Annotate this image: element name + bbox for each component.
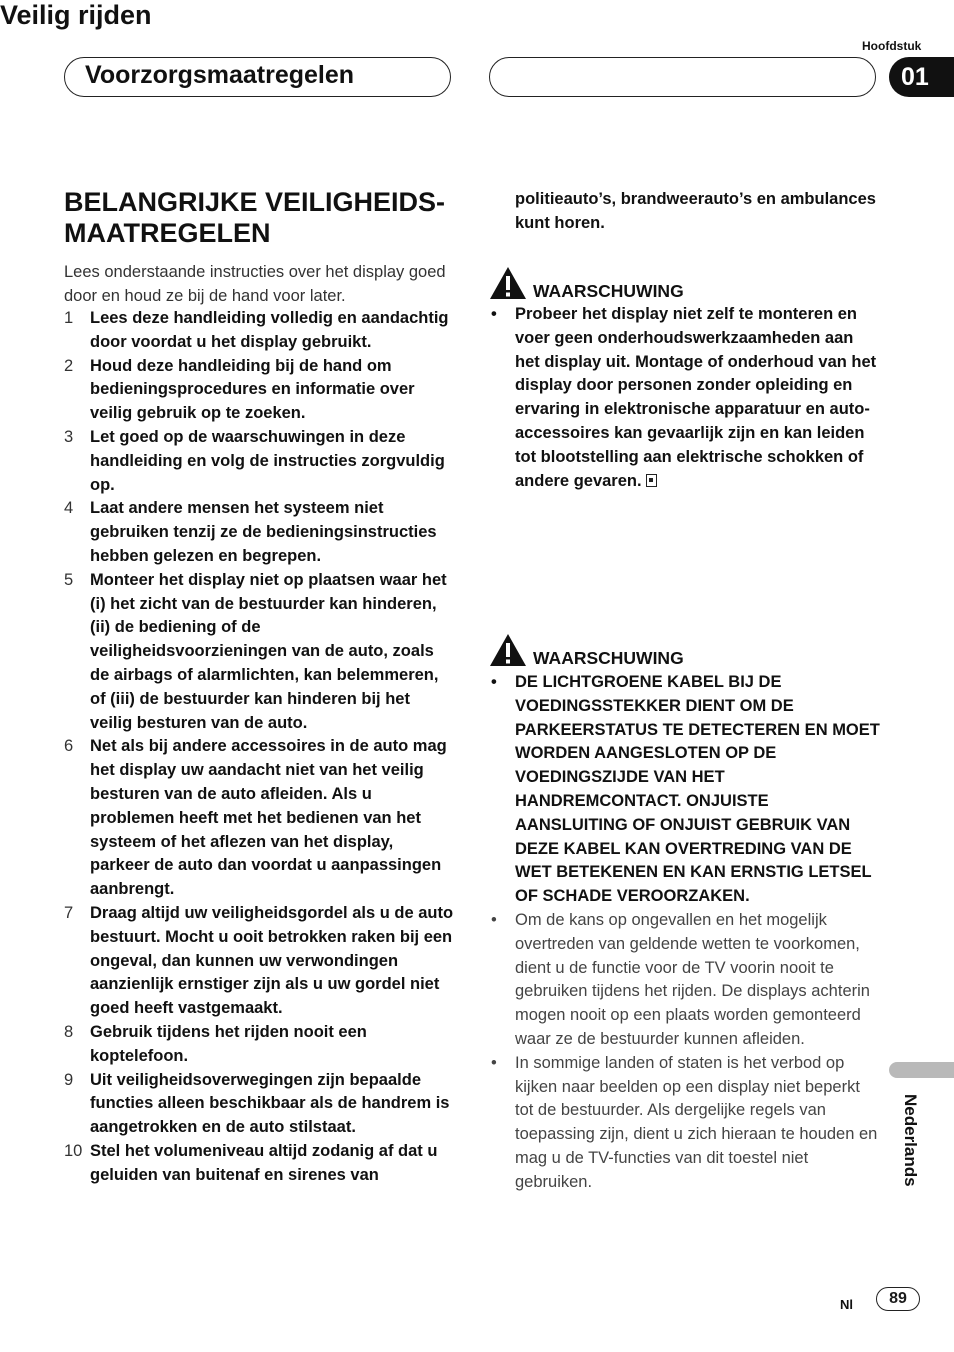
list-item xyxy=(64,355,456,426)
item-text: Monteer het display niet op plaatsen waar het (i) het zicht van de bestuurder kan hinderen, (ii) de bediening of de veiligheidsvoorzieningen van de auto, zoals de airbags of alarmlichten, kan belemmeren, of (iii) de bestuurder kan hinderen bij het veilig besturen van de auto. xyxy=(90,570,447,732)
item-text: Gebruik tijdens het rijden nooit een koptelefoon. xyxy=(90,1022,367,1065)
item-number: 4 xyxy=(64,499,74,518)
safety-intro: Lees onderstaande instructies over het display goed door en houd ze bij de hand voor later. xyxy=(64,263,446,305)
warning-label: WAARSCHUWING xyxy=(533,648,684,668)
warning-label: WAARSCHUWING xyxy=(533,281,684,301)
list-item xyxy=(64,1069,456,1140)
safety-heading-text: BELANGRIJKE VEILIGHEIDS-MAATREGELEN xyxy=(64,187,446,248)
warning-header xyxy=(489,633,684,667)
list-item xyxy=(64,1021,456,1069)
language-tab xyxy=(889,1062,954,1078)
item-text: Laat andere mensen het systeem niet gebruiken tenzij ze de bedieningsinstructies hebben gelezen en begrepen. xyxy=(90,499,437,565)
warning-list xyxy=(489,303,881,493)
list-item xyxy=(489,671,881,909)
bullet-text: DE LICHTGROENE KABEL BIJ DE VOEDINGSSTEKKER DIENT OM DE PARKEERSTATUS TE DETECTEREN EN MOET WORDEN AANGESLOTEN OP DE VOEDINGSZIJDE VAN HET HANDREMCONTACT. ONJUISTE AANSLUITING OF ONJUIST GEBRUIK VAN DEZE KABEL KAN OVERTREDING VAN DE WET BETEKENEN EN KAN ERNSTIG LETSEL OF SCHADE VEROORZAKEN. xyxy=(515,673,880,906)
safety-list xyxy=(64,307,456,1187)
footer-language-code: Nl xyxy=(840,1297,853,1312)
section-title: Voorzorgsmaatregelen xyxy=(85,61,355,89)
item-number: 8 xyxy=(64,1022,74,1041)
item-text: Lees deze handleiding volledig en aandachtig door voordat u het display gebruikt. xyxy=(90,309,449,351)
item-number: 6 xyxy=(64,737,74,756)
driving-heading: Veilig rijden xyxy=(0,0,152,30)
list-item xyxy=(64,569,456,736)
bullet-text: Om de kans op ongevallen en het mogelijk overtreden van geldende wetten te voorkomen, dient u de functie voor de TV voorin nooit te gebruiken tijdens het rijden. De displays achterin mogen nooit op een plaats worden gemonteerd waar ze de bestuurder kunnen afleiden. xyxy=(515,910,870,1048)
item-text: Houd deze handleiding bij de hand om bedieningsprocedures en informatie over veilig gebruik op te zoeken. xyxy=(90,356,415,423)
item-10-continued: politieauto’s, brandweerauto’s en ambulances kunt horen. xyxy=(515,190,876,232)
list-item xyxy=(64,1140,456,1188)
warning-triangle-icon xyxy=(489,266,527,300)
chapter-label: Hoofdstuk xyxy=(862,39,922,53)
item-number: 1 xyxy=(64,309,74,327)
language-label: Nederlands xyxy=(901,1094,920,1187)
list-item xyxy=(64,307,456,355)
item-number: 2 xyxy=(64,356,74,375)
warning-header xyxy=(489,266,684,300)
item-text: Draag altijd uw veiligheidsgordel als u de auto bestuurt. Mocht u ooit betrokken raken bij een ongeval, dan kunnen uw verwondingen aanzienlijk ernstiger zijn als u uw gordel niet goed heeft vastgemaakt. xyxy=(90,903,454,1018)
header-blank-pill xyxy=(489,57,876,97)
list-item xyxy=(489,909,881,1052)
page-number: 89 xyxy=(876,1287,920,1311)
warning-list xyxy=(489,671,881,1195)
bullet: • xyxy=(491,1053,497,1072)
list-item xyxy=(64,902,456,1021)
bullet: • xyxy=(491,673,497,691)
bullet-text: In sommige landen of staten is het verbod op kijken naar beelden op een display niet beperkt tot de bestuurder. Als dergelijke regels van toepassing zijn, dient u zich hieraan te houden en mag u de TV-functies van dit toestel niet gebruiken. xyxy=(515,1053,878,1191)
item-number: 7 xyxy=(64,903,74,922)
bullet: • xyxy=(491,305,497,323)
item-text: Stel het volumeniveau altijd zodanig af dat u geluiden van buitenaf en sirenes van xyxy=(90,1141,438,1184)
safety-heading xyxy=(64,187,454,249)
list-item xyxy=(64,426,456,497)
item-text: Uit veiligheidsoverwegingen zijn bepaalde functies alleen beschikbaar als de handrem is aangetrokken en de auto stilstaat. xyxy=(90,1070,450,1137)
list-item xyxy=(64,497,456,568)
item-text: Let goed op de waarschuwingen in deze handleiding en volg de instructies zorgvuldig op. xyxy=(90,427,445,494)
list-item xyxy=(489,1052,881,1195)
item-number: 5 xyxy=(64,570,74,589)
end-of-section-icon xyxy=(646,474,657,487)
item-number: 10 xyxy=(64,1141,83,1160)
list-item xyxy=(64,735,456,902)
warning-triangle-icon xyxy=(489,633,527,667)
chapter-number-tab: 01 xyxy=(889,57,954,97)
item-text: Net als bij andere accessoires in de auto mag het display uw aandacht niet van het veilig besturen van de auto afleiden. Als u problemen heeft met het bedienen van het systeem of het aflezen van het display, parkeer de auto dan voordat u aanpassingen aanbrengt. xyxy=(90,737,447,899)
item-number: 3 xyxy=(64,427,74,446)
list-item xyxy=(489,303,881,493)
bullet-text: Probeer het display niet zelf te monteren en voer geen onderhoudswerkzaamheden aan het display uit. Montage of onderhoud van het display door personen zonder opleiding en ervaring in elektronische apparatuur en auto-accessoires kan gevaarlijk zijn en kan leiden tot blootstelling aan elektrische schokken of andere gevaren. xyxy=(515,305,877,490)
bullet: • xyxy=(491,910,497,929)
item-number: 9 xyxy=(64,1070,74,1089)
section-title-pill xyxy=(64,57,451,97)
